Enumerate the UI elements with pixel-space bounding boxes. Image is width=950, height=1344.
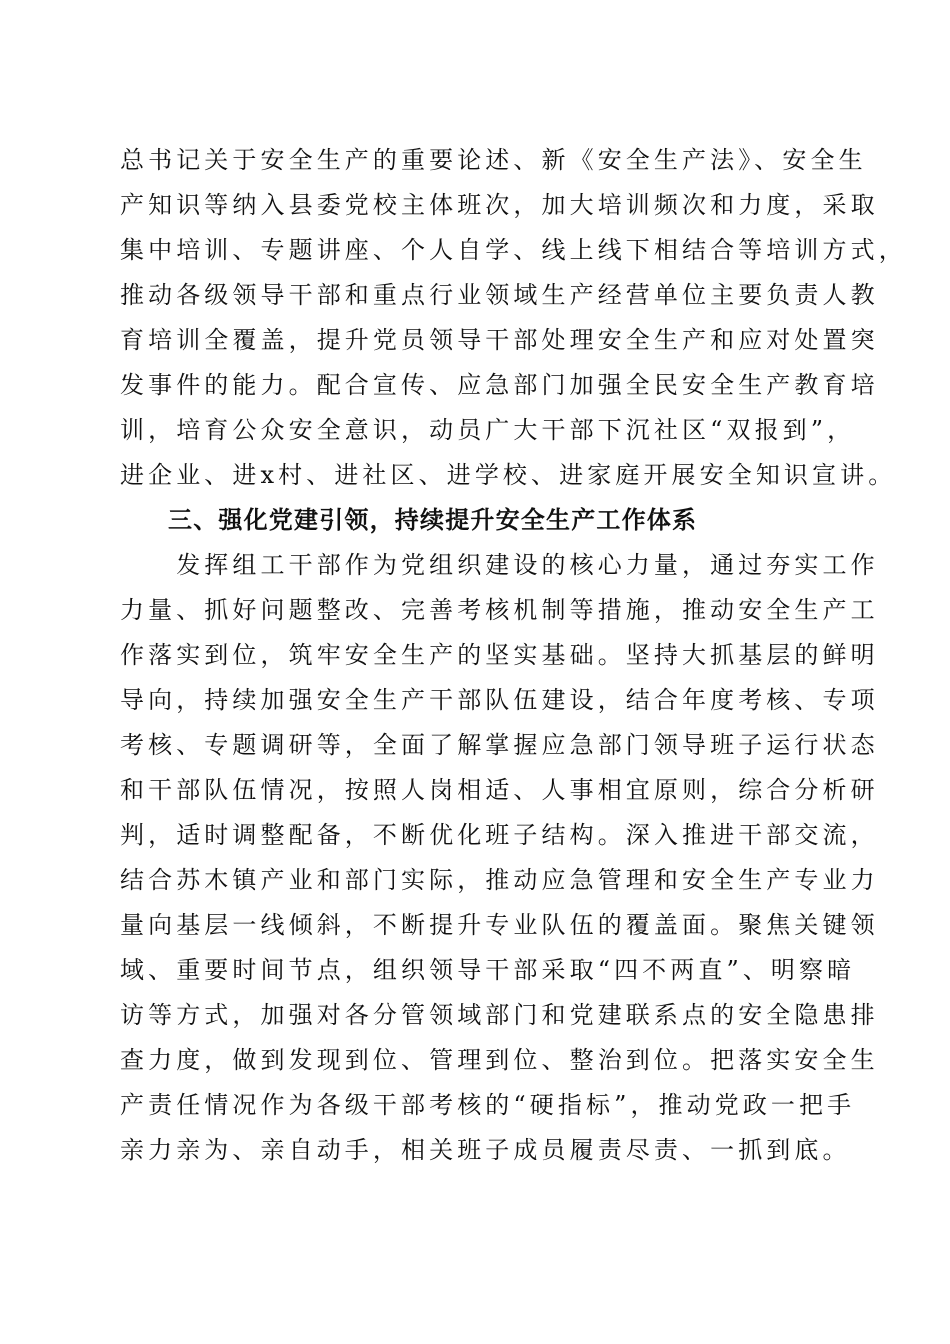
paragraph-line: 查力度，做到发现到位、管理到位、整治到位。把落实安全生 bbox=[120, 1046, 879, 1074]
paragraph-line: 访等方式，加强对各分管领域部门和党建联系点的安全隐患排 bbox=[120, 1001, 879, 1029]
paragraph-line: 产责任情况作为各级干部考核的“硬指标”，推动党政一把手 bbox=[120, 1091, 856, 1119]
section-heading: 三、强化党建引领，持续提升安全生产工作体系 bbox=[168, 506, 698, 534]
paragraph-line: 结合苏木镇产业和部门实际，推动应急管理和安全生产专业力 bbox=[120, 866, 879, 894]
paragraph-line: 导向，持续加强安全生产干部队伍建设，结合年度考核、专项 bbox=[120, 686, 879, 714]
paragraph-line: 训，培育公众安全意识，动员广大干部下沉社区“双报到”， bbox=[120, 416, 856, 444]
paragraph-line: 发挥组工干部作为党组织建设的核心力量，通过夯实工作 bbox=[120, 551, 879, 579]
paragraph-line: 发事件的能力。配合宣传、应急部门加强全民安全生产教育培 bbox=[120, 371, 879, 399]
paragraph-line: 考核、专题调研等，全面了解掌握应急部门领导班子运行状态 bbox=[120, 731, 879, 759]
paragraph-line: 集中培训、专题讲座、个人自学、线上线下相结合等培训方式， bbox=[120, 236, 907, 264]
paragraph-training bbox=[120, 138, 907, 498]
paragraph-line: 和干部队伍情况，按照人岗相适、人事相宜原则，综合分析研 bbox=[120, 776, 879, 804]
paragraph-line: 总书记关于安全生产的重要论述、新《安全生产法》、安全生 bbox=[120, 146, 867, 174]
paragraph-line: 量向基层一线倾斜，不断提升专业队伍的覆盖面。聚焦关键领 bbox=[120, 911, 879, 939]
paragraph-line: 域、重要时间节点，组织领导干部采取“四不两直”、明察暗 bbox=[120, 956, 856, 984]
paragraph-line: 推动各级领导干部和重点行业领域生产经营单位主要负责人教 bbox=[120, 281, 879, 309]
paragraph-line: 进企业、进x村、进社区、进学校、进家庭开展安全知识宣讲。 bbox=[120, 461, 897, 489]
paragraph-line: 产知识等纳入县委党校主体班次，加大培训频次和力度，采取 bbox=[120, 191, 879, 219]
paragraph-party-building bbox=[120, 543, 879, 1173]
paragraph-line: 作落实到位，筑牢安全生产的坚实基础。坚持大抓基层的鲜明 bbox=[120, 641, 879, 669]
paragraph-line: 亲力亲为、亲自动手，相关班子成员履责尽责、一抓到底。 bbox=[120, 1136, 851, 1164]
paragraph-line: 力量、抓好问题整改、完善考核机制等措施，推动安全生产工 bbox=[120, 596, 879, 624]
paragraph-line: 判，适时调整配备，不断优化班子结构。深入推进干部交流， bbox=[120, 821, 879, 849]
paragraph-line: 育培训全覆盖，提升党员领导干部处理安全生产和应对处置突 bbox=[120, 326, 879, 354]
